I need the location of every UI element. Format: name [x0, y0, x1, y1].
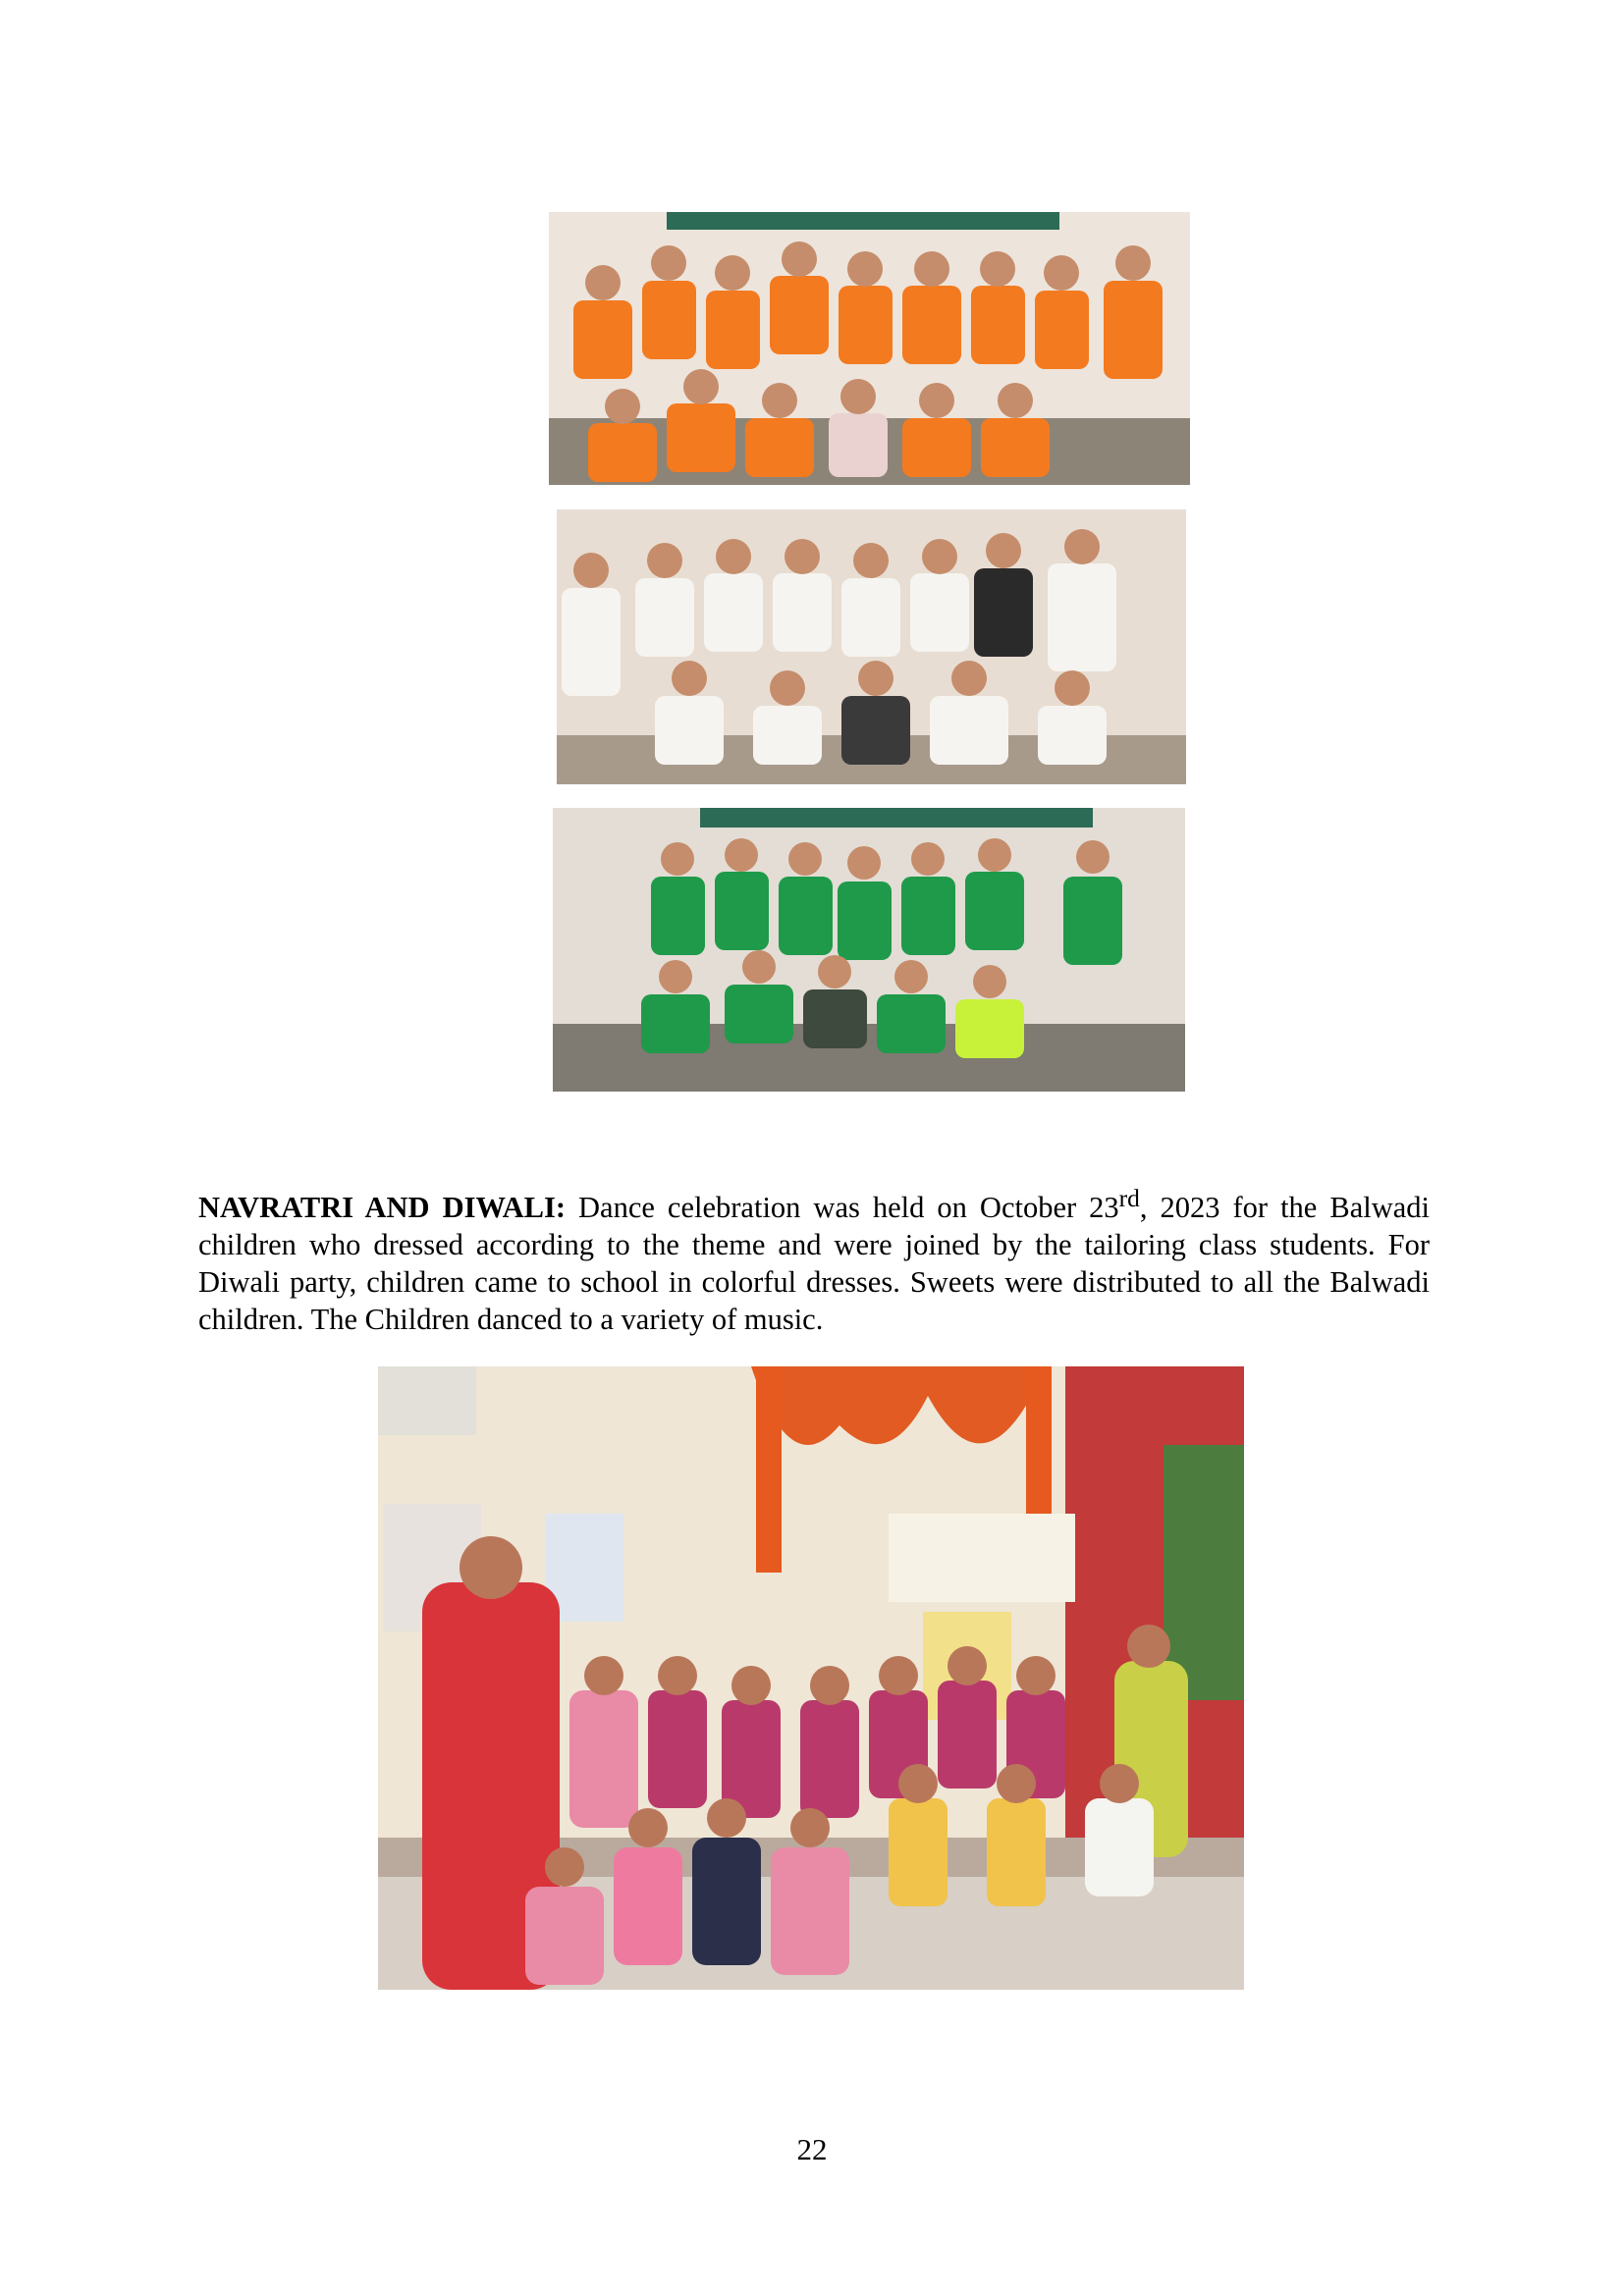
photo-children-white-shirts	[557, 509, 1186, 784]
photo-children-green-shirts	[553, 808, 1185, 1092]
photo-children-orange-shirts	[549, 212, 1190, 485]
page-number: 22	[796, 2132, 828, 2166]
navratri-diwali-paragraph	[198, 1180, 1430, 1338]
ordinal-suffix: rd	[1118, 1185, 1140, 1212]
paragraph-text-part-1: Dance celebration was held on October 23	[566, 1191, 1119, 1225]
paragraph-text-part-2: , 2023 for the Balwadi children who dressed according to the theme and were joined by the tailoring class students. For Diwali party, children came to school in colorful dresses. Sweets were distributed to all the Balwadi children. The Children danced to a variety of music.	[198, 1191, 1430, 1337]
section-heading: NAVRATRI AND DIWALI:	[198, 1191, 567, 1225]
photo-navratri-group	[378, 1366, 1244, 1990]
